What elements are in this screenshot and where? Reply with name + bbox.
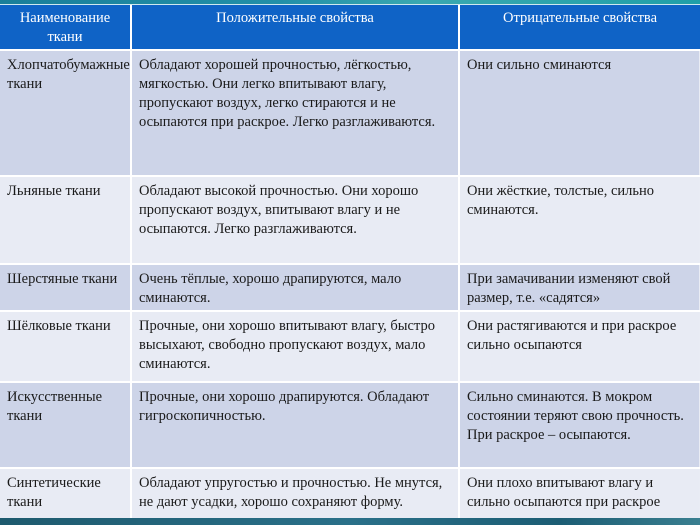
cell-positive: Обладают упругостью и прочностью. Не мнутся, не дают усадки, хорошо сохраняют форму. [131, 468, 459, 525]
cell-fabric-name: Хлопчатобумажные ткани [0, 50, 131, 176]
cell-fabric-name: Искусственные ткани [0, 382, 131, 468]
cell-positive: Обладают хорошей прочностью, лёгкостью, мягкостью. Они легко впитывают влагу, пропускают воздух, легко стираются и не осыпаются при раскрое. Легко разглаживаются. [131, 50, 459, 176]
bottom-decorative-strip [0, 518, 700, 525]
table-row-linen [0, 176, 700, 264]
cell-fabric-name: Синтетические ткани [0, 468, 131, 525]
table-row-silk [0, 311, 700, 382]
cell-fabric-name: Шерстяные ткани [0, 264, 131, 311]
cell-negative: Они сильно сминаются [459, 50, 700, 176]
cell-fabric-name: Шёлковые ткани [0, 311, 131, 382]
cell-negative: Они плохо впитывают влагу и сильно осыпаются при раскрое [459, 468, 700, 525]
table-row-synthetic [0, 468, 700, 525]
cell-fabric-name: Льняные ткани [0, 176, 131, 264]
cell-positive: Очень тёплые, хорошо драпируются, мало сминаются. [131, 264, 459, 311]
table-row-wool [0, 264, 700, 311]
header-negative-properties: Отрицательные свойства [459, 5, 700, 50]
cell-positive: Обладают высокой прочностью. Они хорошо пропускают воздух, впитывают влагу и не осыпаются. Легко разглаживаются. [131, 176, 459, 264]
table-row-artificial [0, 382, 700, 468]
header-positive-properties: Положительные свойства [131, 5, 459, 50]
fabric-properties-table [0, 5, 700, 525]
cell-positive: Прочные, они хорошо впитывают влагу, быстро высыхают, свободно пропускают воздух, мало сминаются. [131, 311, 459, 382]
table-row-cotton [0, 50, 700, 176]
cell-negative: При замачивании изменяют свой размер, т.е. «садятся» [459, 264, 700, 311]
cell-negative: Они жёсткие, толстые, сильно сминаются. [459, 176, 700, 264]
table-header-row [0, 5, 700, 50]
cell-positive: Прочные, они хорошо драпируются. Обладают гигроскопичностью. [131, 382, 459, 468]
cell-negative: Сильно сминаются. В мокром состоянии теряют свою прочность. При раскрое – осыпаются. [459, 382, 700, 468]
cell-negative: Они растягиваются и при раскрое сильно осыпаются [459, 311, 700, 382]
header-fabric-name: Наименование ткани [0, 5, 131, 50]
